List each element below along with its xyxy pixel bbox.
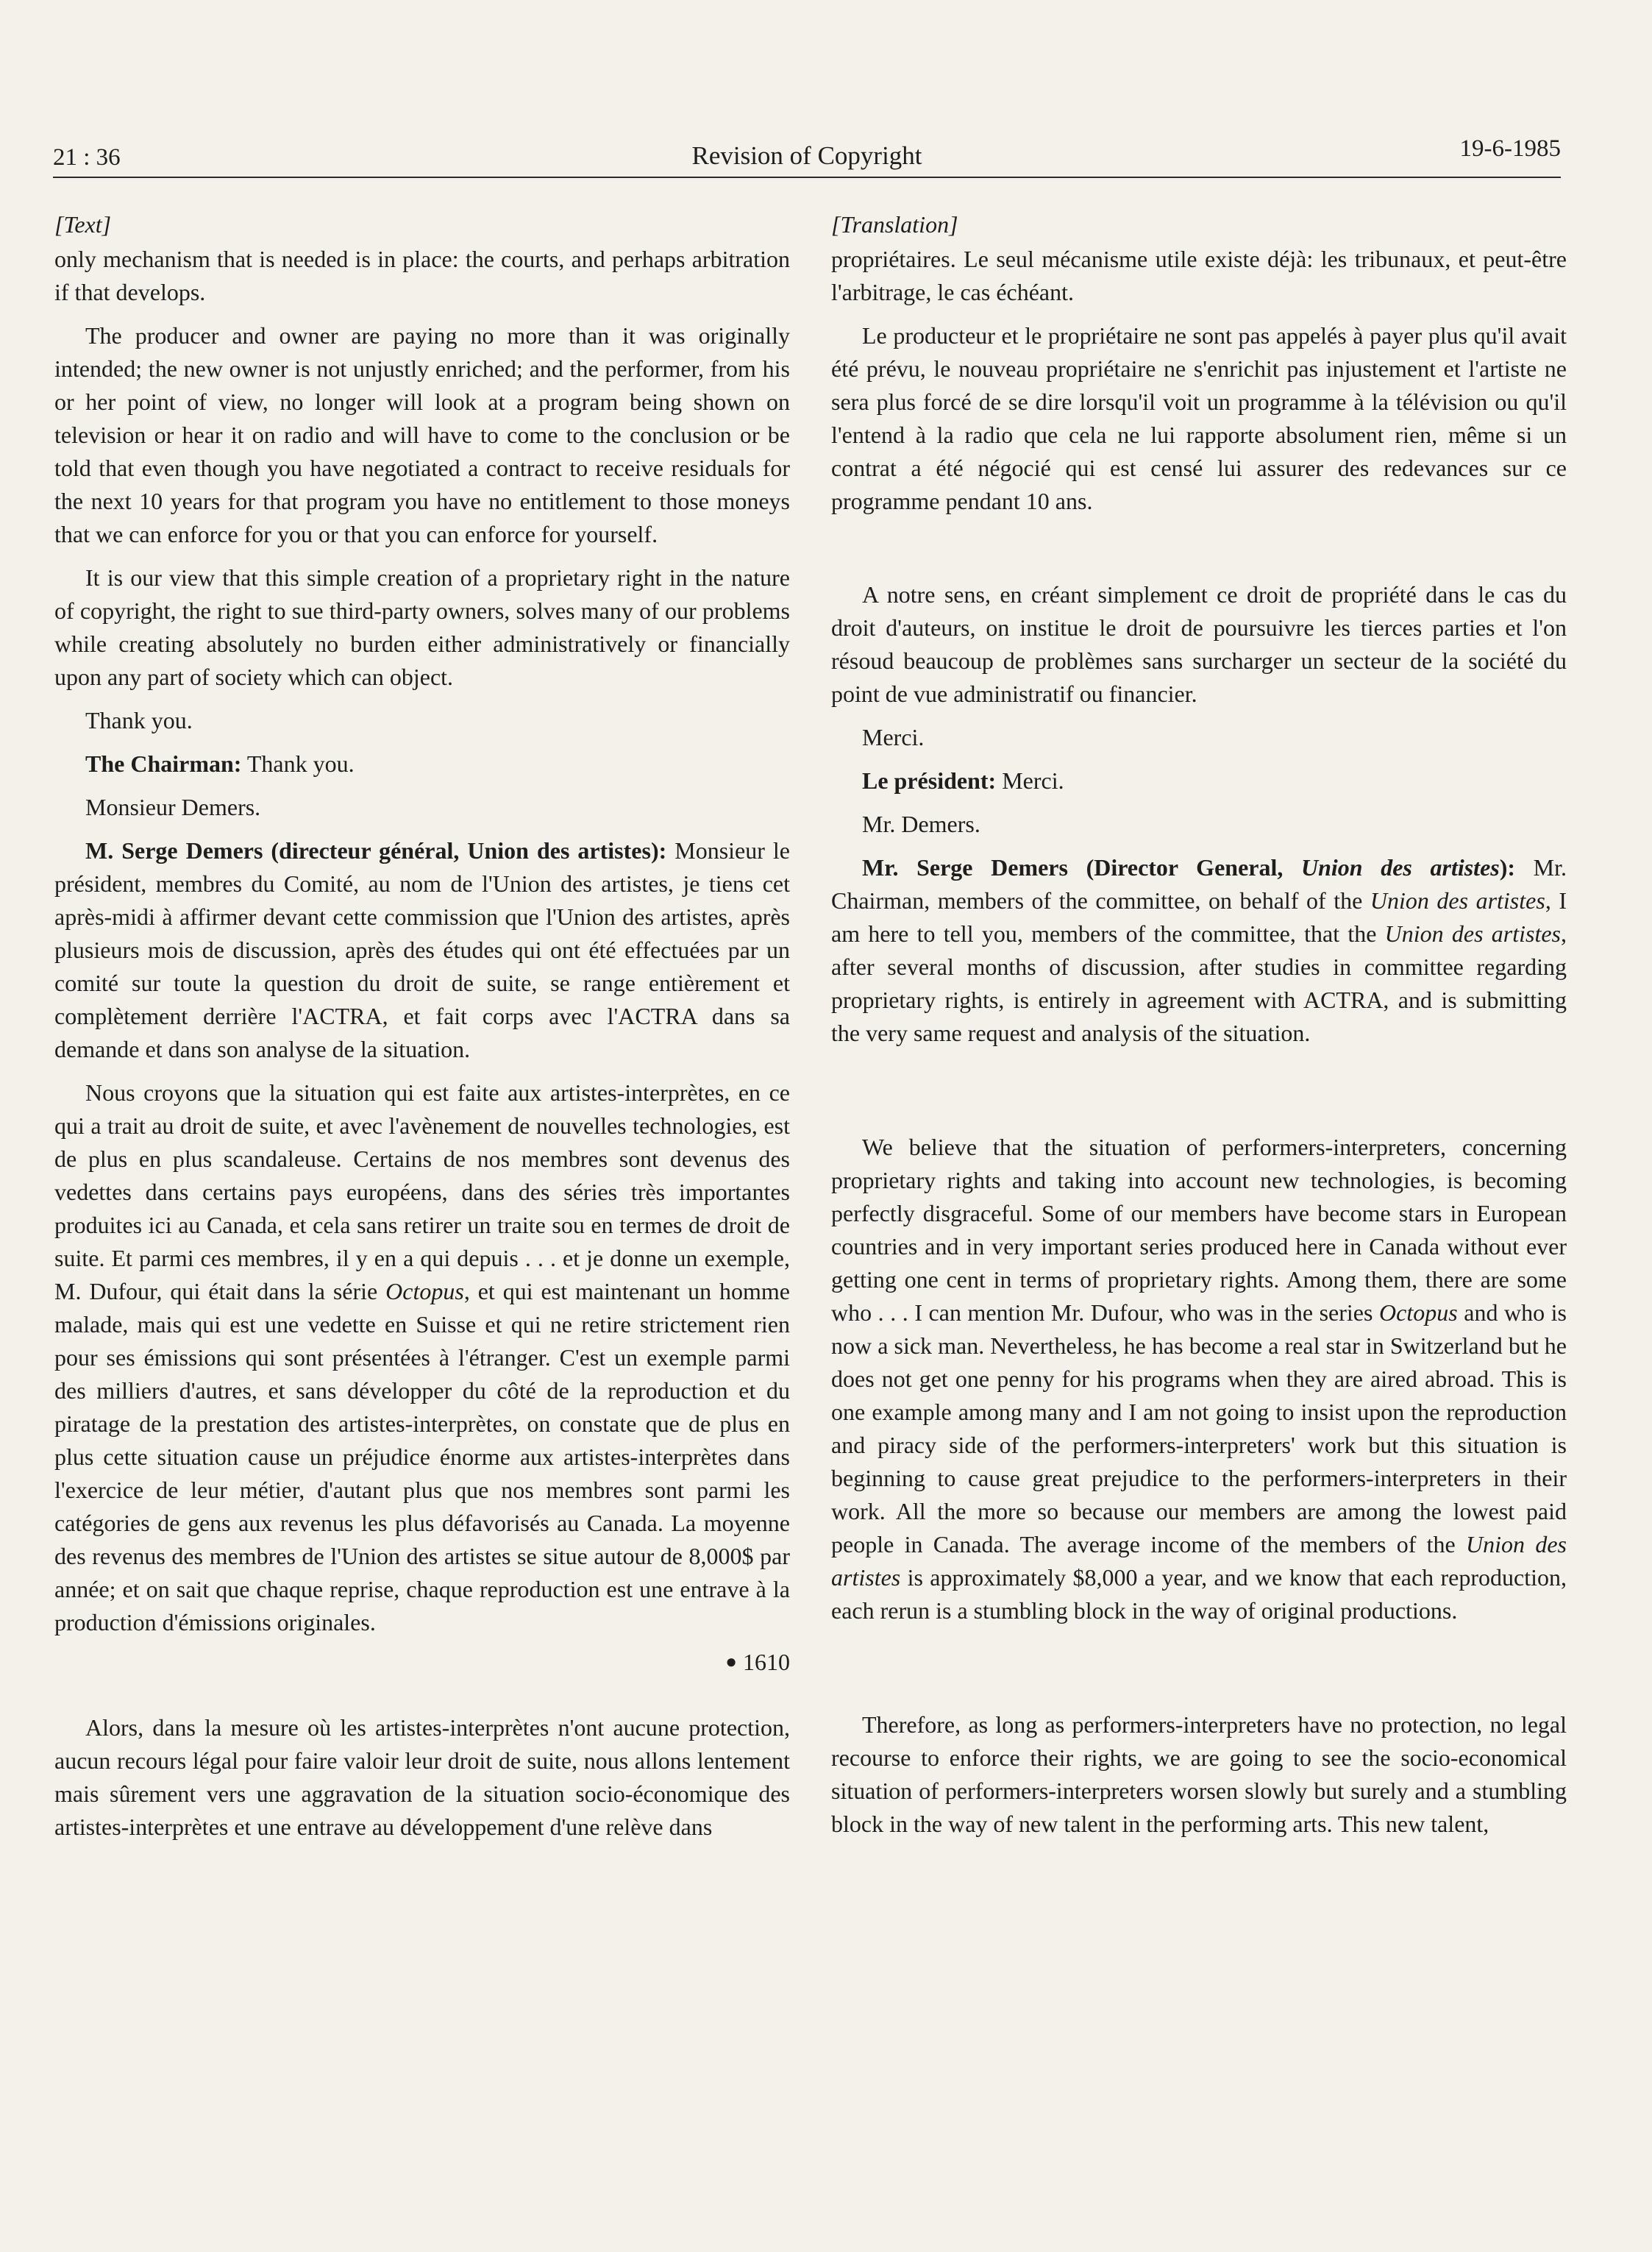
text-run: Mr. Chairman, members of the committee, on behalf of the	[831, 854, 1567, 914]
speaker-paragraph	[831, 764, 1567, 798]
text-run: and who is now a sick man. Nevertheless, he has become a real star in Switzerland but he does not get one penny for his programs when they are aired abroad. This is one example among many and I am not going to insist upon the reproduction and piracy side of the performers-interpreters' work but this situation is beginning to cause great prejudice to the performers-interpreters in their work. All the more so because our members are among the lowest paid people in Canada. The average income of the members of the	[831, 1299, 1567, 1557]
text-run: We believe that the situation of performers-interpreters, concerning proprietary rights and taking into account new technologies, is becoming perfectly disgraceful. Some of our members have become stars in European countries and in very important series produced here in Canada without ever getting one cent in terms of proprietary rights. Among them, there are some who . . . I can mention Mr. Dufour, who was in the series	[831, 1134, 1567, 1326]
paragraph	[831, 1131, 1567, 1627]
text-run: Nous croyons que la situation qui est faite aux artistes-interprètes, en ce qui a trait au droit de suite, et avec l'avènement de nouvelles technologies, est de plus en plus scandaleuse. Certains de nos membres sont devenus des vedettes dans certains pays européens, dans des séries très importantes produites ici au Canada, et cela sans retirer un traite sou en termes de droit de suite. Et parmi ces membres, il y en a qui depuis . . . et je donne un exemple, M. Dufour, qui était dans la série	[54, 1079, 790, 1304]
bullet-icon: ●	[725, 1651, 737, 1672]
column-label: [Text]	[54, 211, 112, 238]
time-marker-value: 1610	[743, 1649, 790, 1675]
right-column-text	[831, 208, 1567, 1841]
speaker-name: Le président:	[862, 767, 997, 794]
page-number: 21 : 36	[53, 144, 121, 171]
speaker-paragraph	[54, 834, 790, 1066]
column-label: [Translation]	[831, 211, 958, 238]
organization-name: Union des artistes	[831, 1531, 1567, 1591]
paragraph: only mechanism that is needed is in place: the courts, and perhaps arbitration if that develops.	[54, 246, 790, 305]
speech-text: Monsieur le président, membres du Comité, au nom de l'Union des artistes, je tiens cet après-midi à affirmer devant cette commission que l'Union des artistes, après plusieurs mois de discussion, après des études qui ont été effectuées par un comité sur toute la question du droit de suite, se range entièrement et complètement derrière l'ACTRA, et fait corps avec l'ACTRA dans sa demande et dans son analyse de la situation.	[54, 837, 791, 1062]
text-run: ):	[1499, 854, 1516, 881]
speaker-name: M. Serge Demers (directeur général, Union des artistes):	[85, 837, 667, 864]
header-date: 19-6-1985	[1459, 135, 1561, 162]
text-run: , et qui est maintenant un homme malade, mais qui est une vedette en Suisse et qui ne retire strictement rien pour ses émissions qui sont présentées à l'étranger. C'est un exemple parmi des milliers d'autres, et sans développer du côté de la reproduction et du piratage de la prestation des artistes-interprètes, on constate que de plus en plus cette situation cause un préjudice énorme aux artistes-interprètes dans l'exercice de leur métier, d'autant plus que nos membres sont parmi les catégories de gens aux revenus les plus défavorisés au Canada. La moyenne des revenus des membres de l'Union des artistes se situe autour de 8,000$ par année; et on sait que chaque reprise, chaque reproduction est une entrave à la production d'émissions originales.	[54, 1278, 791, 1635]
paragraph: Alors, dans la mesure où les artistes-interprètes n'ont aucune protection, aucun recours légal pour faire valoir leur droit de suite, nous allons lentement mais sûrement vers une aggravation de la situation socio-économique des artistes-interprètes et une entrave au développement d'une relève dans	[54, 1714, 790, 1840]
paragraph: Monsieur Demers.	[85, 794, 261, 820]
series-title: Octopus	[1379, 1299, 1458, 1326]
time-marker	[54, 1645, 790, 1679]
text-run: , after several months of discussion, after studies in committee regarding proprietary rights, is entirely in agreement with ACTRA, and is submitting the very same request and analysis of the situation.	[831, 920, 1567, 1046]
paragraph: It is our view that this simple creation of a proprietary right in the nature of copyright, the right to sue third-party owners, solves many of our problems while creating absolutely no burden either administratively or financially upon any part of society which can object.	[54, 564, 790, 690]
speaker-paragraph	[54, 747, 790, 781]
left-column-text	[54, 208, 790, 1844]
speech-text: Merci.	[996, 767, 1064, 794]
paragraph: propriétaires. Le seul mécanisme utile existe déjà: les tribunaux, et peut-être l'arbitrage, le cas échéant.	[831, 246, 1567, 305]
paragraph: The producer and owner are paying no more than it was originally intended; the new owner is not unjustly enriched; and the performer, from his or her point of view, no longer will look at a program being shown on television or hear it on radio and will have to come to the conclusion or be told that even though you have negotiated a contract to receive residuals for the next 10 years for that program you have no entitlement to those moneys that we can enforce for you or that you can enforce for yourself.	[54, 322, 790, 547]
paragraph: Therefore, as long as performers-interpreters have no protection, no legal recourse to enforce their rights, we are going to see the socio-economical situation of performers-interpreters worsen slowly but surely and a stumbling block in the way of new talent in the performing arts. This new talent,	[831, 1711, 1567, 1837]
paragraph: Thank you.	[85, 707, 193, 734]
speaker-name: The Chairman:	[85, 750, 242, 777]
paragraph: Mr. Demers.	[862, 811, 980, 837]
text-run: Mr. Serge Demers (Director General,	[862, 854, 1301, 881]
text-run: is approximately $8,000 a year, and we know that each reproduction, each rerun is a stumbling block in the way of original productions.	[831, 1564, 1567, 1624]
speech-text: Thank you.	[241, 750, 355, 777]
paragraph: A notre sens, en créant simplement ce droit de propriété dans le cas du droit d'auteurs, on institue le droit de poursuivre les tierces parties et l'on résoud beaucoup de problèmes sans surcharger un secteur de la société du point de vue administratif ou financier.	[831, 581, 1567, 707]
organization-name: Union des artistes	[1384, 920, 1562, 947]
paragraph	[54, 1076, 790, 1639]
text-run: , I am here to tell you, members of the committee, that the	[831, 887, 1567, 947]
publication-title: Revision of Copyright	[691, 141, 922, 170]
organization-name: Union des artistes	[1300, 854, 1500, 881]
paragraph: Le producteur et le propriétaire ne sont pas appelés à payer plus qu'il avait été prévu, le nouveau propriétaire ne s'enrichit pas injustement et l'artiste ne sera plus forcé de se dire lorsqu'il voit un programme à la télévision ou qu'il l'entend à la radio que cela ne lui rapporte absolument rien, même si un contrat a été négocié qui est censé lui assurer des redevances sur ce programme pendant 10 ans.	[831, 322, 1567, 514]
organization-name: Union des artistes	[1370, 887, 1545, 914]
speaker-paragraph	[831, 851, 1567, 1050]
paragraph: Merci.	[862, 724, 925, 750]
speaker-name	[862, 854, 1515, 881]
running-header	[53, 129, 1561, 177]
header-rule	[53, 177, 1561, 178]
series-title: Octopus	[385, 1278, 464, 1304]
